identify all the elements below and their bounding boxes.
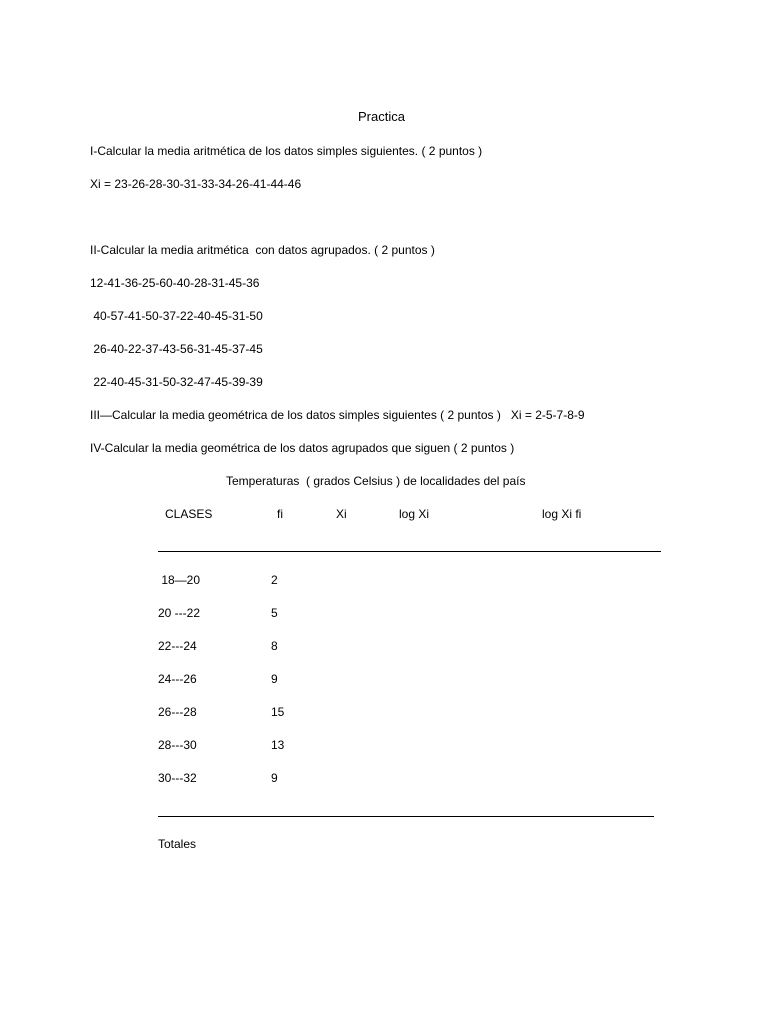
- section2-heading: II-Calcular la media aritmética con datos agrupados. ( 2 puntos ): [90, 243, 435, 257]
- table-bottom-rule: [158, 816, 654, 817]
- column-header-log-xi: log Xi: [399, 507, 430, 521]
- table-title: Temperaturas ( grados Celsius ) de localidades del país: [226, 474, 526, 488]
- table-row-fi: 2: [271, 573, 278, 587]
- table-row-fi: 9: [271, 771, 278, 785]
- column-header-xi: Xi: [336, 507, 347, 521]
- section3-heading: III—Calcular la media geométrica de los datos simples siguientes ( 2 puntos ) Xi = 2-5-7-8-9: [90, 408, 585, 422]
- column-header-log-xi-fi: log Xi fi: [542, 507, 582, 521]
- table-row-clase: 24---26: [158, 672, 197, 686]
- table-row-fi: 9: [271, 672, 278, 686]
- section4-heading: IV-Calcular la media geométrica de los datos agrupados que siguen ( 2 puntos ): [90, 441, 515, 455]
- section2-row: 12-41-36-25-60-40-28-31-45-36: [90, 276, 260, 290]
- section2-row: 40-57-41-50-37-22-40-45-31-50: [90, 309, 263, 323]
- section1-heading: I-Calcular la media aritmética de los datos simples siguientes. ( 2 puntos ): [90, 144, 483, 158]
- table-row-fi: 8: [271, 639, 278, 653]
- table-row-clase: 22---24: [158, 639, 197, 653]
- table-row-clase: 20 ---22: [158, 606, 201, 620]
- column-header-clases: CLASES: [165, 507, 213, 521]
- table-row-fi: 13: [271, 738, 285, 752]
- section1-data: Xi = 23-26-28-30-31-33-34-26-41-44-46: [90, 177, 302, 191]
- table-row-clase: 28---30: [158, 738, 197, 752]
- section2-row: 26-40-22-37-43-56-31-45-37-45: [90, 342, 263, 356]
- totals-label: Totales: [158, 837, 197, 851]
- table-row-fi: 15: [271, 705, 285, 719]
- table-row-clase: 18—20: [158, 573, 201, 587]
- table-top-rule: [158, 551, 661, 552]
- table-row-fi: 5: [271, 606, 278, 620]
- section2-row: 22-40-45-31-50-32-47-45-39-39: [90, 375, 263, 389]
- page-title: Practica: [358, 109, 405, 124]
- table-row-clase: 26---28: [158, 705, 197, 719]
- table-row-clase: 30---32: [158, 771, 197, 785]
- column-header-fi: fi: [277, 507, 283, 521]
